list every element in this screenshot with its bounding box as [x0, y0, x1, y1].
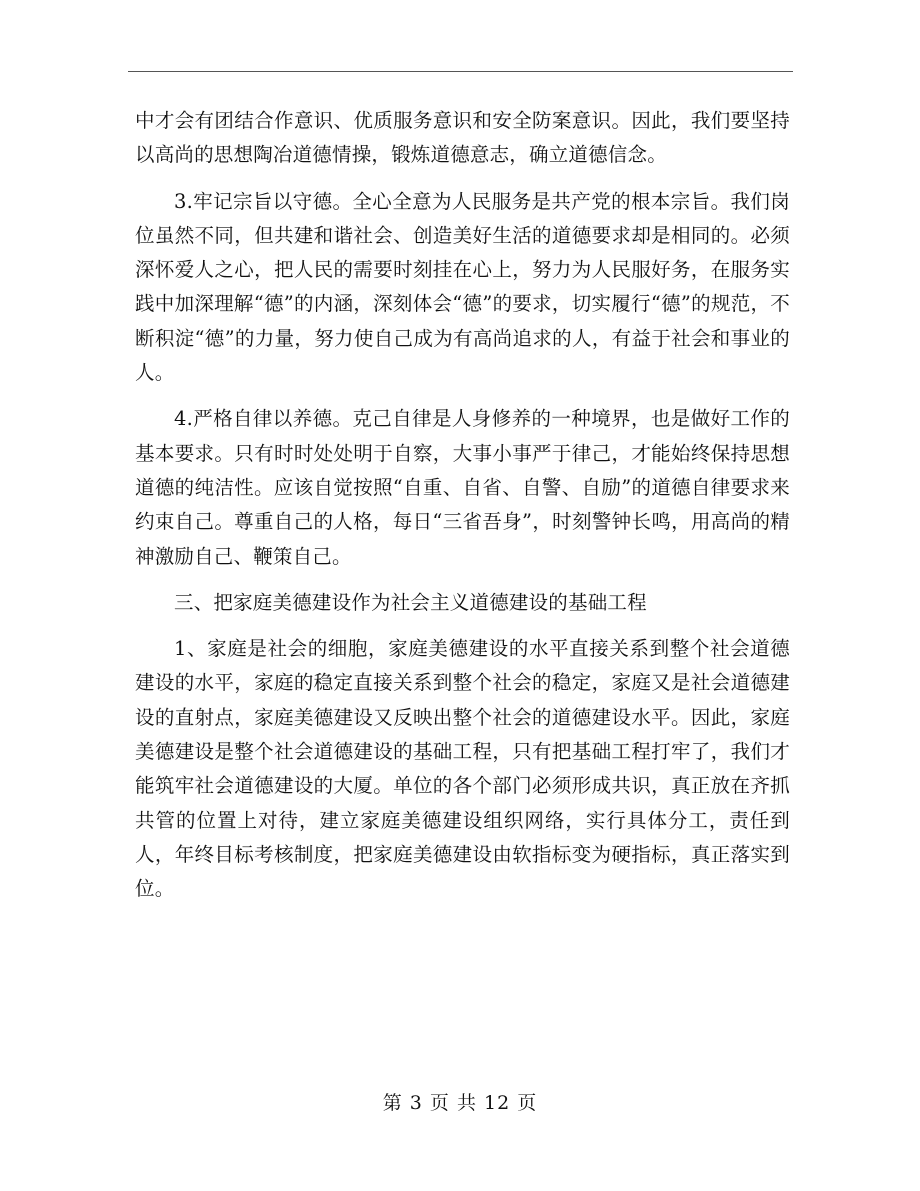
paragraph-section-3-item-1: 1、家庭是社会的细胞，家庭美德建设的水平直接关系到整个社会道德建设的水平，家庭的稳定直接关系到整个社会的稳定，家庭又是社会道德建设的直射点，家庭美德建设又反映出整个社会的道德建设水平。因此，家庭美德建设是整个社会道德建设的基础工程，只有把基础工程打牢了，我们才能筑牢社会道德建设的大厦。单位的各个部门必须形成共识，真正放在齐抓共管的位置上对待，建立家庭美德建设组织网络，实行具体分工，责任到人，年终目标考核制度，把家庭美德建设由软指标变为硬指标，真正落实到位。	[135, 637, 790, 901]
page-number-footer: 第 3 页 共 12 页	[382, 1092, 538, 1114]
document-body	[135, 104, 790, 919]
section-heading-3: 三、把家庭美德建设作为社会主义道德建设的基础工程	[174, 590, 647, 614]
paragraph-continuation: 中才会有团结合作意识、优质服务意识和安全防案意识。因此，我们要坚持以高尚的思想陶冶道德情操，锻炼道德意志，确立道德信念。	[135, 109, 790, 167]
header-divider	[128, 71, 793, 72]
paragraph-point-4: 4.严格自律以养德。克己自律是人身修养的一种境界，也是做好工作的基本要求。只有时时处处明于自察，大事小事严于律己，才能始终保持思想道德的纯洁性。应该自觉按照“自重、自省、自警、自励”的道德自律要求来约束自己。尊重自己的人格，每日“三省吾身”，时刻警钟长鸣，用高尚的精神激励自己、鞭策自己。	[135, 407, 790, 568]
paragraph-point-3: 3.牢记宗旨以守德。全心全意为人民服务是共产党的根本宗旨。我们岗位虽然不同，但共建和谐社会、创造美好生活的道德要求却是相同的。必须深怀爱人之心，把人民的需要时刻挂在心上，努力为人民服好务，在服务实践中加深理解“德”的内涵，深刻体会“德”的要求，切实履行“德”的规范，不断积淀“德”的力量，努力使自己成为有高尚追求的人，有益于社会和事业的人。	[135, 189, 790, 385]
